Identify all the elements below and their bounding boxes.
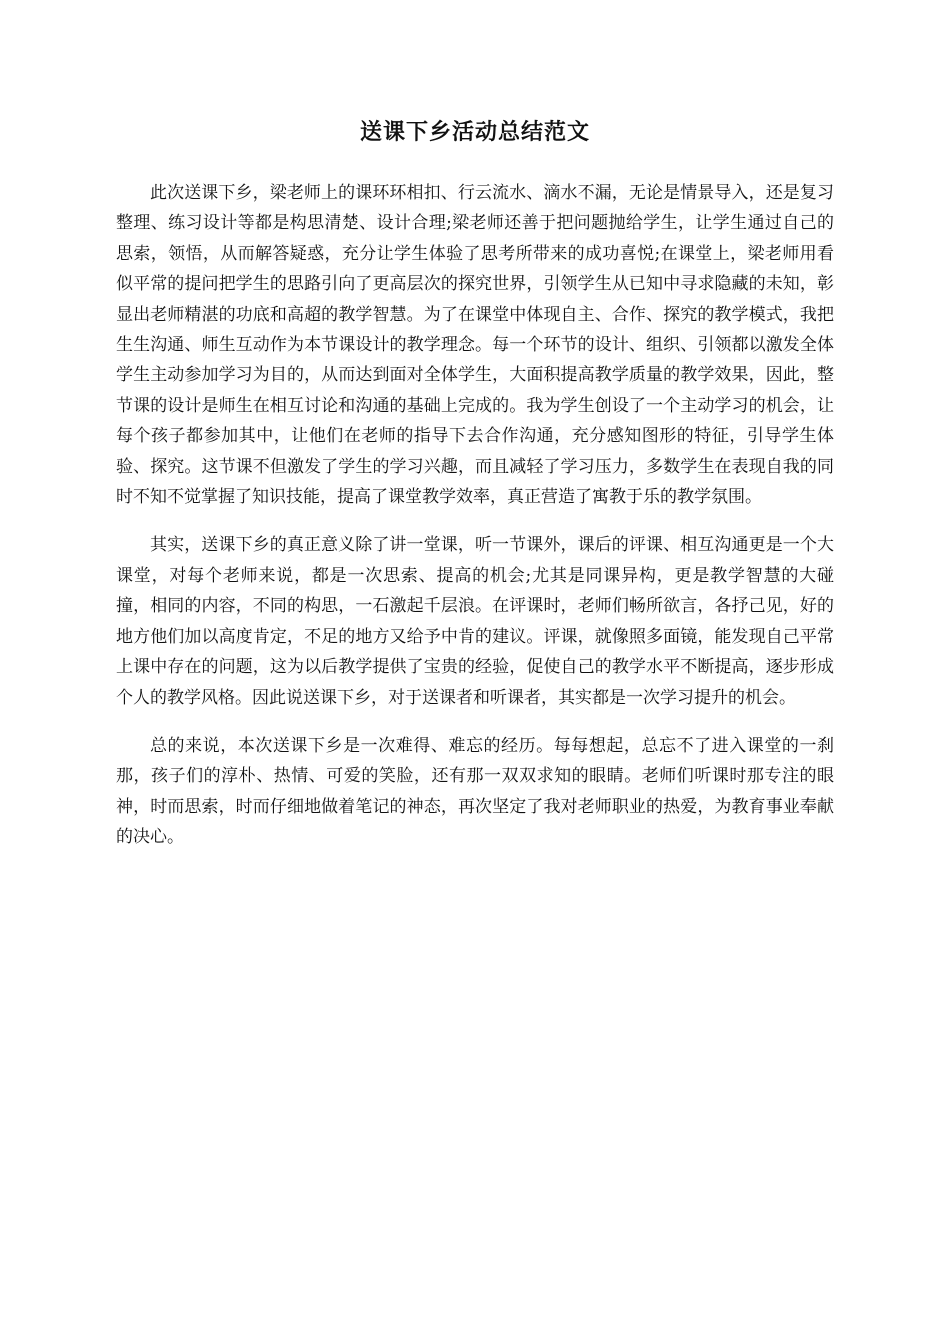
paragraph-1: 此次送课下乡，梁老师上的课环环相扣、行云流水、滴水不漏，无论是情景导入，还是复习整理、练习设计等都是构思清楚、设计合理;梁老师还善于把问题抛给学生，让学生通过自己的思索，领悟，从而解答疑惑，充分让学生体验了思考所带来的成功喜悦;在课堂上，梁老师用看似平常的提问把学生的思路引向了更高层次的探究世界，引领学生从已知中寻求隐藏的未知，彰显出老师精湛的功底和高超的教学智慧。为了在课堂中体现自主、合作、探究的教学模式，我把生生沟通、师生互动作为本节课设计的教学理念。每一个环节的设计、组织、引领都以激发全体学生主动参加学习为目的，从而达到面对全体学生，大面积提高教学质量的教学效果，因此，整节课的设计是师生在相互讨论和沟通的基础上完成的。我为学生创设了一个主动学习的机会，让每个孩子都参加其中，让他们在老师的指导下去合作沟通，充分感知图形的特征，引导学生体验、探究。这节课不但激发了学生的学习兴趣，而且减轻了学习压力，多数学生在表现自我的同时不知不觉掌握了知识技能，提高了课堂教学效率，真正营造了寓教于乐的教学氛围。 [116, 183, 834, 508]
paragraph-3: 总的来说，本次送课下乡是一次难得、难忘的经历。每每想起，总忘不了进入课堂的一刹那，孩子们的淳朴、热情、可爱的笑脸，还有那一双双求知的眼睛。老师们听课时那专注的眼神，时而思索，时而仔细地做着笔记的神态，再次坚定了我对老师职业的热爱，为教育事业奉献的决心。 [116, 735, 834, 848]
document-body [116, 178, 834, 871]
document-title: 送课下乡活动总结范文 [359, 119, 590, 145]
paragraph-2: 其实，送课下乡的真正意义除了讲一堂课，听一节课外，课后的评课、相互沟通更是一个大课堂，对每个老师来说，都是一次思索、提高的机会;尤其是同课异构，更是教学智慧的大碰撞，相同的内容，不同的构思，一石激起千层浪。在评课时，老师们畅所欲言，各抒己见，好的地方他们加以高度肯定，不足的地方又给予中肯的建议。评课，就像照多面镜，能发现自己平常上课中存在的问题，这为以后教学提供了宝贵的经验，促使自己的教学水平不断提高，逐步形成个人的教学风格。因此说送课下乡，对于送课者和听课者，其实都是一次学习提升的机会。 [116, 535, 834, 708]
